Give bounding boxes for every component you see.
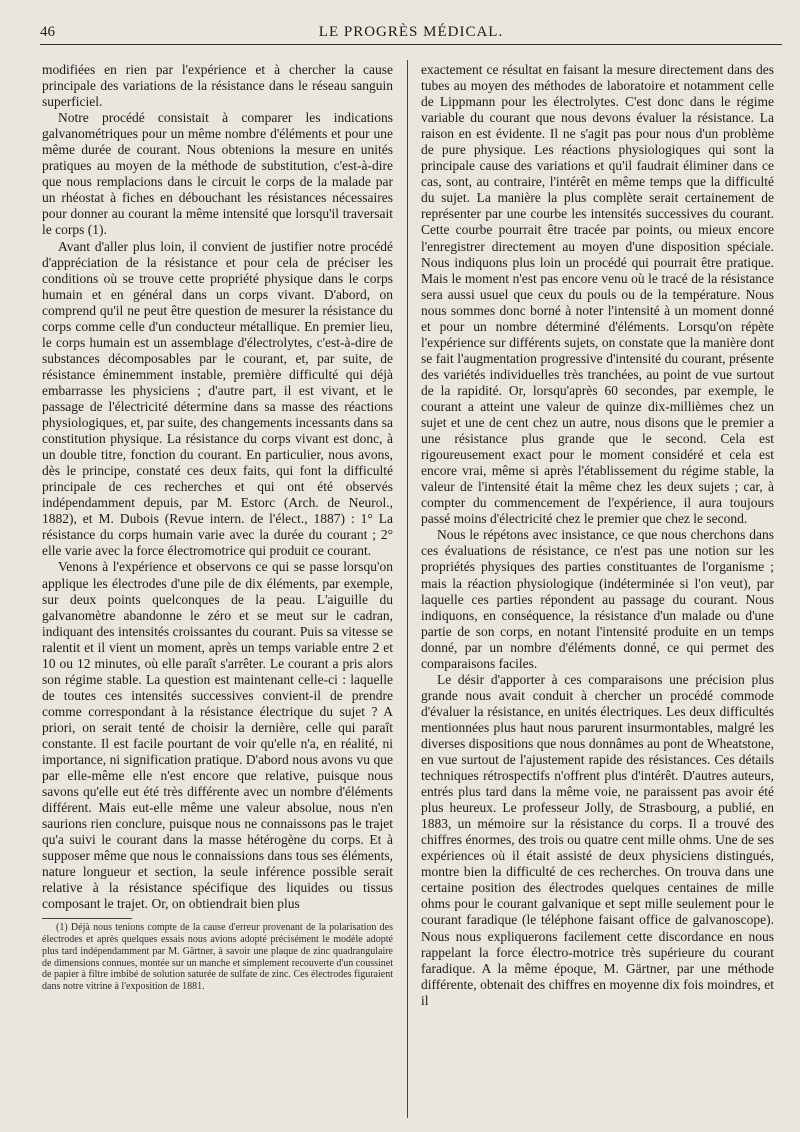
footnote-divider	[42, 918, 132, 919]
paragraph: Avant d'aller plus loin, il convient de justifier notre procédé d'appréciation de la résistance et pour cela de préciser les conditions où se trouve cette propriété physique dans le corps humain et en général dans un corps vivant. D'abord, on comprend qu'il ne peut être question de mesurer la résistance du corps comme celle d'un conducteur métallique. En premier lieu, le corps humain est un assemblage d'électrolytes, c'est-à-dire de substances décomposables par le courant, et, par suite, de résistance éminemment instable, première difficulté qui déjà embarrasse les physiciens ; d'autre part, il est vivant, et le passage de l'électricité détermine dans sa masse des réactions physiologiques, et, par suite, des changements incessants dans sa constitution physique. La résistance du corps vivant est donc, à un double titre, fonction du courant. En particulier, nous avons, dès le principe, constaté ces deux faits, qui font la difficulté principale de ces recherches et qui ont été observés indépendamment depuis, par M. Estorc (Arch. de Neurol., 1882), et M. Dubois (Revue intern. de l'élect., 1887) : 1° La résistance du corps humain varie avec la durée du courant ; 2° elle varie avec la force électromotrice qui produit ce courant.	[42, 238, 393, 559]
paragraph: Le désir d'apporter à ces comparaisons une précision plus grande nous avait conduit à chercher un procédé commode d'évaluer la résistance, en unités électriques. Les deux difficultés mentionnées plus haut nous parurent insurmontables, malgré les diverses dispositions que nous donnâmes au pont de Wheatstone, en vue surtout de l'ajustement rapide des résistances. Ces détails techniques rétrospectifs n'offrent plus d'intérêt. D'autres auteurs, entrés plus tard dans la même voie, ne paraissent pas avoir été plus heureux. Le professeur Jolly, de Strasbourg, a publié, en 1883, un mémoire sur la résistance du corps. Il a trouvé des chiffres énormes, des trois ou quatre cent mille ohms. Une de ses expériences où il était assisté de deux physiciens distingués, montre bien la difficulté de ces recherches. On trouva dans une certaine position des électrodes quelques centaines de mille ohms pour le courant galvanique et sept mille seulement pour le courant faradique (le téléphone faisant office de galvanoscope). Nous nous expliquerons facilement cette discordance en nous rappelant la force électro-motrice très supérieure du courant faradique. A la même époque, M. Gärtner, par une méthode différente, obtenait des chiffres en moyenne dix fois moindres, et il	[421, 671, 774, 1008]
paragraph: exactement ce résultat en faisant la mesure directement dans des tubes au moyen des méthodes de laboratoire et notamment celle de Lippmann pour les électrolytes. C'est donc dans le régime variable du courant que nous devons évaluer la résistance. La raison en est évidente. Il ne s'agit pas pour nous d'un problème de pure physique. Les réactions physiologiques qui sont la principale cause des variations et qu'il faudrait éliminer dans ce cas, sont, au contraire, l'intérêt en même temps que la difficulté du sujet. La manière la plus complète serait certainement de représenter par une courbe les intensités successives du courant. Cette courbe pourrait être tracée par points, ou mieux encore l'enregistrer directement au moyen d'une disposition spéciale. Nous indiquons plus loin un procédé qui pourrait être pratique. Mais le moment n'est pas encore venu où le tracé de la résistance sera aussi usuel que ceux du pouls ou de la température. Nous nous sommes donc borné à noter l'intensité à un moment donné et pour un nombre déterminé d'éléments. Lorsqu'on répète l'expérience sur différents sujets, on constate que la manière dont se fait l'augmentation progressive d'intensité du courant, présente des variétés individuelles très tranchées, au point de vue surtout de la rapidité. Or, lorsqu'après 60 secondes, par exemple, le courant a atteint une valeur de quinze dix-millièmes chez un sujet et une de cent chez un autre, nous disons que le premier a une résistance plus grande que le second. Cela est rigoureusement exact pour le moment considéré et cela est encore vrai, même si après l'établissement du régime stable, la valeur de l'intensité était la même chez les deux sujets ; car, à compter du commencement de l'expérience, il aura toujours passé moins d'électricité chez le premier que chez le second.	[421, 62, 774, 527]
column-divider	[407, 60, 408, 1118]
left-column	[42, 62, 393, 993]
paragraph: modifiées en rien par l'expérience et à chercher la cause principale des variations de la résistance dans le réseau sanguin superficiel.	[42, 62, 393, 110]
right-column	[421, 62, 774, 1009]
footnote: (1) Déjà nous tenions compte de la cause d'erreur provenant de la polarisation des électrodes et après quelques essais nous avions adopté précisément le modèle adopté plus tard indépendamment par M. Gärtner, à savoir une plaque de zinc quadrangulaire de dimensions connues, montée sur un manche et simplement recouverte d'un coussinet de papier à filtre imbibé de solution saturée de sulfate de zinc. Ces électrodes figuraient dans notre vitrine à l'exposition de 1881.	[42, 922, 393, 992]
paragraph: Nous le répétons avec insistance, ce que nous cherchons dans ces évaluations de résistance, ce n'est pas une notion sur les propriétés physiques des parties constituantes de l'organisme ; mais la réaction physiologique (indéterminée si l'on veut), par laquelle ces parties répondent au passage du courant. Nous indiquons, en conséquence, la résistance d'un malade ou d'une partie de son corps, en notant l'intensité produite en un temps donné, par un nombre d'éléments donné, ce qui permet des comparaisons faciles.	[421, 527, 774, 671]
page-header	[40, 22, 782, 45]
paragraph: Venons à l'expérience et observons ce qui se passe lorsqu'on applique les électrodes d'une pile de dix éléments, par exemple, sur deux points quelconques de la peau. L'aiguille du galvanomètre abandonne le zéro et se meut sur le cadran, indiquant des intensités croissantes du courant. Puis sa vitesse se ralentit et il vient un moment, après un temps variable entre 2 et 10 ou 12 minutes, où elle paraît s'arrêter. Le courant a pris alors son régime stable. La question est maintenant celle-ci : laquelle de toutes ces intensités successives convient-il de prendre comme correspondant à la résistance électrique du sujet ? A priori, on serait tenté de choisir la dernière, celle qui paraît constante. Il est facile pourtant de voir qu'elle n'a, en réalité, ni importance, ni signification pratique. D'abord nous avons vu que par elle-même elle n'est encore que relative, puisque nous savons qu'elle eut été très différente avec un nombre d'éléments différent. Mais eut-elle même une valeur absolue, nous n'en saurions rien conclure, puisque nous ne connaissons pas le trajet qu'a suivi le courant dans la masse hétérogène du corps. Et à supposer même que nous le connaissions dans tous ses éléments, nature longueur et section, la seule inférence possible serait relative à la résistance spécifique des liquides ou tissus composant le trajet. Or, on obtiendrait bien plus	[42, 559, 393, 912]
running-title: LE PROGRÈS MÉDICAL.	[318, 24, 504, 40]
page-number: 46	[40, 24, 55, 40]
paragraph: Notre procédé consistait à comparer les indications galvanométriques pour un même nombre d'éléments et pour une même durée de courant. Nous obtenions la mesure en unités pratiques au moyen de la méthode de substitution, c'est-à-dire que nous remplacions dans le circuit le corps de la malade par un rhéostat à fiches en débouchant les résistances nécessaires pour donner au courant la même intensité que lorsqu'il traversait le corps (1).	[42, 110, 393, 238]
